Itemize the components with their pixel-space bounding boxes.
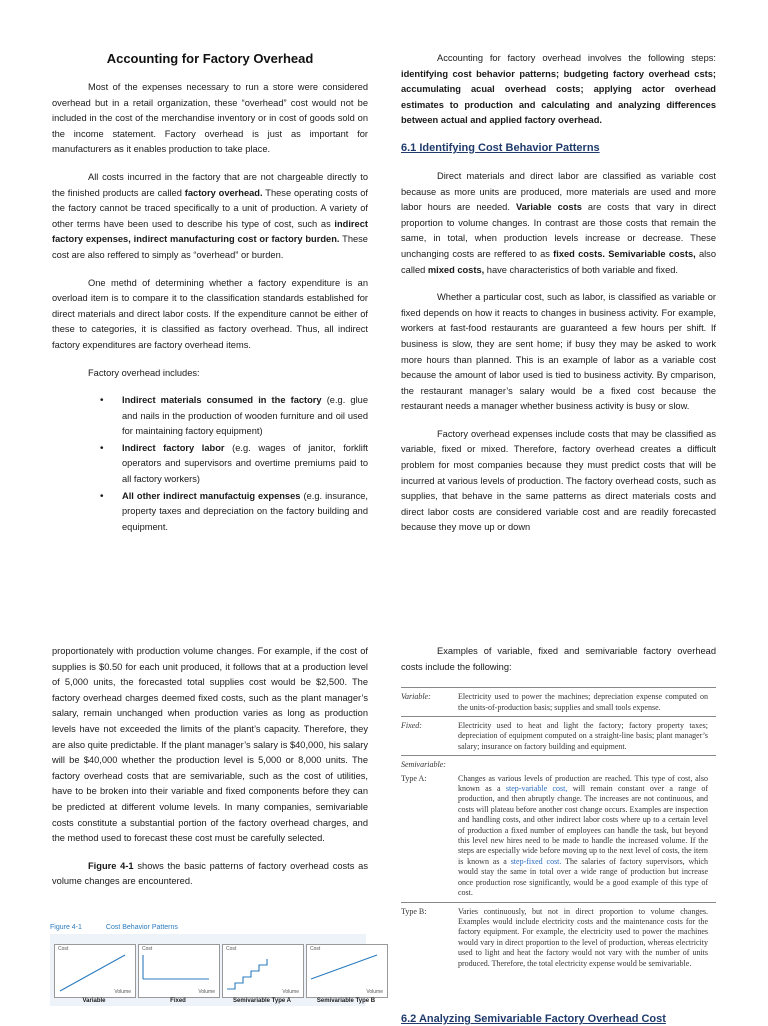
panel-caption: Semivariable Type A bbox=[232, 998, 292, 1004]
paragraph: Accounting for factory overhead involves the following steps: identifying cost behavior patterns; budgeting factory overhead csts; accumulating acual overhead costs; applying actor overhead estimates to production and calculating and analyzing differences between actual and applied factory overhead. bbox=[401, 53, 716, 126]
divider bbox=[401, 755, 716, 756]
table-row: Type B: Varies continuously, but not in direct proportion to volume changes. Examples would include electricity costs and the maintenance costs for the factory equipment. For example, the electricity used to power the machines would vary in direct proportion to the level of production, whereas electricity used to light and heat the factory would not vary with the number of units produced. Therefore, the total electricity expense would be semivariable. bbox=[401, 906, 708, 968]
panel-caption: Semivariable Type B bbox=[316, 998, 376, 1004]
chart-panel-semivariable-a: Cost Volume bbox=[222, 944, 304, 998]
paragraph: Factory overhead expenses include costs that may be classified as variable, fixed or mixed. Therefore, factory overhead creates a difficult problem for most companies because they must predict costs that will be incurred at various levels of production. The factory overhead costs, such as supplies, that behave in the same patterns as direct materials costs and direct labor costs are considered variable cost and are readily forecasted because they move up or down bbox=[401, 428, 716, 533]
divider bbox=[401, 687, 716, 688]
chart-panel-semivariable-b: Cost Volume bbox=[306, 944, 388, 998]
chart-panel-variable: Cost Volume bbox=[54, 944, 136, 998]
includes-label: Factory overhead includes: bbox=[88, 367, 200, 378]
paragraph: One methd of determining whether a factory expenditure is an overload item is to compare it to the classification standards established for direct materials and direct labor costs. If the expenditure cannot be either of these to categories, it is classified as factory overhead. Thus, all indirect factory expenditures are factory overhead items. bbox=[52, 277, 368, 350]
cost-types-table bbox=[401, 687, 716, 969]
list-item: • Indirect factory labor (e.g. wages of janitor, forklift operators and supervisors and overtime premiums paid to all factory workers) bbox=[100, 442, 368, 485]
paragraph: Direct materials and direct labor are classified as variable cost because as more units are produced, more materials are used and more labor hours are needed. Variable costs are costs that vary in direct proportion to volume changes. In contrast are those costs that remain the same, in total, when production levels increase or decrease. These unchanging costs are reffered to as fixed costs. Semivariable costs, also called mixed costs, have characteristics of both variable and fixed. bbox=[401, 170, 717, 275]
paragraph: Figure 4-1 shows the basic patterns of factory overhead costs as volume changes are encountered. bbox=[52, 860, 368, 887]
paragraph: Most of the expenses necessary to run a store were considered overhead but in a retail organization, these “overhead” cost would not be included in the cost of the merchandise inventory or in cost of goods sold on the income statement. Factory overhead is just as important for manufacturers as it enables production to take place. bbox=[52, 82, 368, 155]
paragraph: Whether a particular cost, such as labor, is classified as variable or fixed depends on how it reacts to changes in business activity. For example, workers at fast-food restaurants are guaranteed a few hours per shift. If business is slow, they are sent home; if busy they may be asked to work more hours than planned. This is an example of labor as a variable cost because the amount of labor used is tied to business activity. By cmparison, the restaurant manager’s salary would be a fixed cost because the restaurant needs a manager whether business activity is busy or slow. bbox=[401, 292, 716, 412]
right-column bbox=[401, 644, 716, 972]
table-row: Type A: Changes as various levels of production are reached. This type of cost, also known as a step-variable cost, will remain constant over a range of production, and then abruptly change. The increases are not continuous, and costs will plateau before another cost change occurs. Examples are inspection and handling costs, and other indirect labor costs where up to a certain level of production a fixed number of employees can handle the task, but beyond this level new hires need to be made to handle the increased volume. If the steps are especially wide before moving up to the next level of costs, the item is known as a step-fixed cost. The salaries of factory supervisors, which would stay the same in total over a wide range of production but increase once production rose significantly, would be a good example of this type of cost. bbox=[401, 773, 709, 898]
table-row: Variable: Electricity used to power the machines; depreciation expense computed on the units-of-production basis; supplies and small tools expense. bbox=[401, 692, 708, 712]
table-row: Semivariable: bbox=[401, 760, 446, 770]
right-column bbox=[401, 51, 716, 548]
list-item: • All other indirect manufactuig expenses (e.g. insurance, property taxes and depreciation on the factory building and equipment. bbox=[100, 490, 368, 532]
divider bbox=[401, 902, 716, 903]
paragraph: All costs incurred in the factory that are not chargeable directly to the finished products are called factory overhead. These operating costs of the factory cannot be traced specifically to a unit of production. A variety of other terms have been used to describe his type of cost, such as indirect factory expenses, indirect manufacturing cost or factory burden. These cost are also reffered to simply as “overhead” or burden. bbox=[52, 171, 368, 260]
overhead-list bbox=[52, 393, 368, 535]
bullet-icon: • bbox=[100, 442, 104, 454]
divider bbox=[401, 716, 716, 717]
panel-caption: Variable bbox=[82, 998, 106, 1004]
table-row: Fixed: Electricity used to heat and light the factory; factory property taxes; depreciation of equipment computed on a straight-line basis; plant manager’s salary; insurance on factory building and equipment. bbox=[401, 721, 708, 751]
paragraph: proportionately with production volume changes. For example, if the cost of supplies is $0.50 for each unit produced, it follows that at a production level of 5,000 units, the forecasted total supplies cost would be $2,500. The factory overhead charges deemed fixed costs, such as the plant manager’s salary, remain unchanged when production varies as long as production levels have not exceeded the limits of the plant’s capacity. Therefore, they are also quite predictable. If the plant manager’s salary is $40,000, his salary will be $40,000 whether the production level is 5,000 or 8,000 units. The factory overhead costs that are semivariable, such as the cost of utilities, have to be broken into their variable and fixed components before they can be predicted at different volume levels. In many companies, semivariable costs constitute a substantial portion of the factory overhead charges, and the method used to forecast these cost must be carefully selected. bbox=[52, 646, 368, 844]
page-2 bbox=[0, 628, 768, 1024]
section-heading-62: 6.2 Analyzing Semivariable Factory Overhead Cost bbox=[401, 1013, 666, 1025]
chart-panel-fixed: Cost Volume bbox=[138, 944, 220, 998]
left-column bbox=[52, 50, 368, 536]
left-column bbox=[52, 644, 368, 902]
bullet-icon: • bbox=[100, 490, 104, 502]
page-title: Accounting for Factory Overhead bbox=[106, 51, 314, 66]
bullet-icon: • bbox=[100, 395, 104, 407]
section-heading: 6.1 Identifying Cost Behavior Patterns bbox=[401, 141, 600, 154]
panel-caption: Fixed bbox=[170, 998, 186, 1004]
list-item: • Indirect materials consumed in the factory (e.g. glue and nails in the production of wooden furniture and oil used for maintaining factory equipment) bbox=[100, 395, 368, 437]
paragraph: Examples of variable, fixed and semivariable factory overhead costs include the following: bbox=[401, 646, 716, 672]
figure-caption: Figure 4-1 Cost Behavior Patterns bbox=[50, 924, 178, 931]
page-gap bbox=[0, 600, 768, 628]
